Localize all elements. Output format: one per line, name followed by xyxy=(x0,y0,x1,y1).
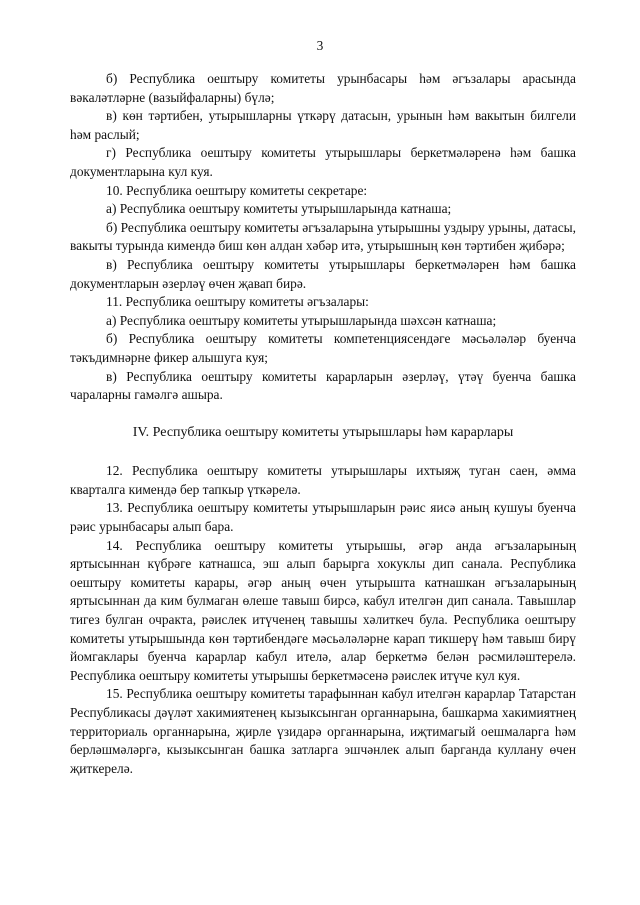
paragraph: а) Республика оештыру комитеты утырышларында катнаша; xyxy=(106,201,452,217)
paragraph: 15. Республика оештыру комитеты тарафыннан кабул ителгән карарлар Татарстан Республикасы дәүләт хакимиятенең кызыксынган органнарына, башкарма хакимиятнең территориаль органнарына, җирле үзидарә органнарына, иҗтимагый оешмаларга һәм берләшмәләргә, кызыксынган башка затларга эшчәнлек алып барганда куллану өчен җиткерелә. xyxy=(70,686,576,776)
paragraph: в) көн тәртибен, утырышларны үткәрү датасын, урынын һәм вакытын билгели һәм раслый; xyxy=(70,108,576,142)
paragraph: 13. Республика оештыру комитеты утырышларын рәис яисә аның кушуы буенча рәис урынбасары алып бара. xyxy=(70,500,576,535)
paragraph: 11. Республика оештыру комитеты әгъзалары: xyxy=(106,294,369,310)
paragraph: б) Республика оештыру комитеты урынбасары һәм әгъзалары арасында вәкаләтләрне (вазыйфаларны) бүлә; xyxy=(70,71,576,105)
paragraph: б) Республика оештыру комитеты әгъзаларына утырышны уздыру урыны, датасы, вакыты турында кимендә биш көн алдан хәбәр итә, утырышның көн тәртибен җибәрә; xyxy=(70,219,576,254)
paragraph: 10. Республика оештыру комитеты секретаре: xyxy=(106,182,368,198)
paragraph: в) Республика оештыру комитеты карарларын әзерләү, үтәү буенча башка чараларны гамәлгә ашыра. xyxy=(70,368,576,403)
paragraph: в) Республика оештыру комитеты утырышлары беркетмәләрен һәм башка документларын әзерләү өчен җавап бирә. xyxy=(70,256,576,291)
paragraph: г) Республика оештыру комитеты утырышлары беркетмәләренә һәм башка документларына кул куя. xyxy=(70,145,576,179)
page-number: 3 xyxy=(316,38,324,53)
paragraph: 14. Республика оештыру комитеты утырышы, әгәр анда әгъзаларының яртысыннан күбрәге катнашса, эш алып барырга хокуклы дип санала. Республика оештыру комитеты карары, әгәр аның өчен утырышта катнашкан әгъзаларының яртысыннан да ким булмаган өлеше тавыш бирсә, кабул ителгән дип санала. Тавышлар тигез булган очракта, рәислек итүченең тавышы хәлиткеч була. Республика оештыру комитеты утырышында көн тәртибендәге мәсьәләләрне карап тикшерү һәм тавыш бирү йомгаклары буенча карарлар кабул ителә, алар беркетмә белән рәсмиләштерелә. Республика оештыру комитеты утырышы беркетмәсенә рәислек итүче кул куя. xyxy=(70,537,576,683)
paragraph: а) Республика оештыру комитеты утырышларында шәхсән катнаша; xyxy=(106,312,497,328)
paragraph: б) Республика оештыру комитеты компетенциясендәге мәсьәләләр буенча тәкъдимнәрне фикер алышуга куя; xyxy=(70,331,576,365)
section-heading: IV. Республика оештыру комитеты утырышлары һәм карарлары xyxy=(132,424,514,440)
document-body xyxy=(70,70,576,778)
paragraph: 12. Республика оештыру комитеты утырышлары ихтыяҗ туган саен, әмма кварталга кимендә бер тапкыр үткәрелә. xyxy=(70,463,576,497)
